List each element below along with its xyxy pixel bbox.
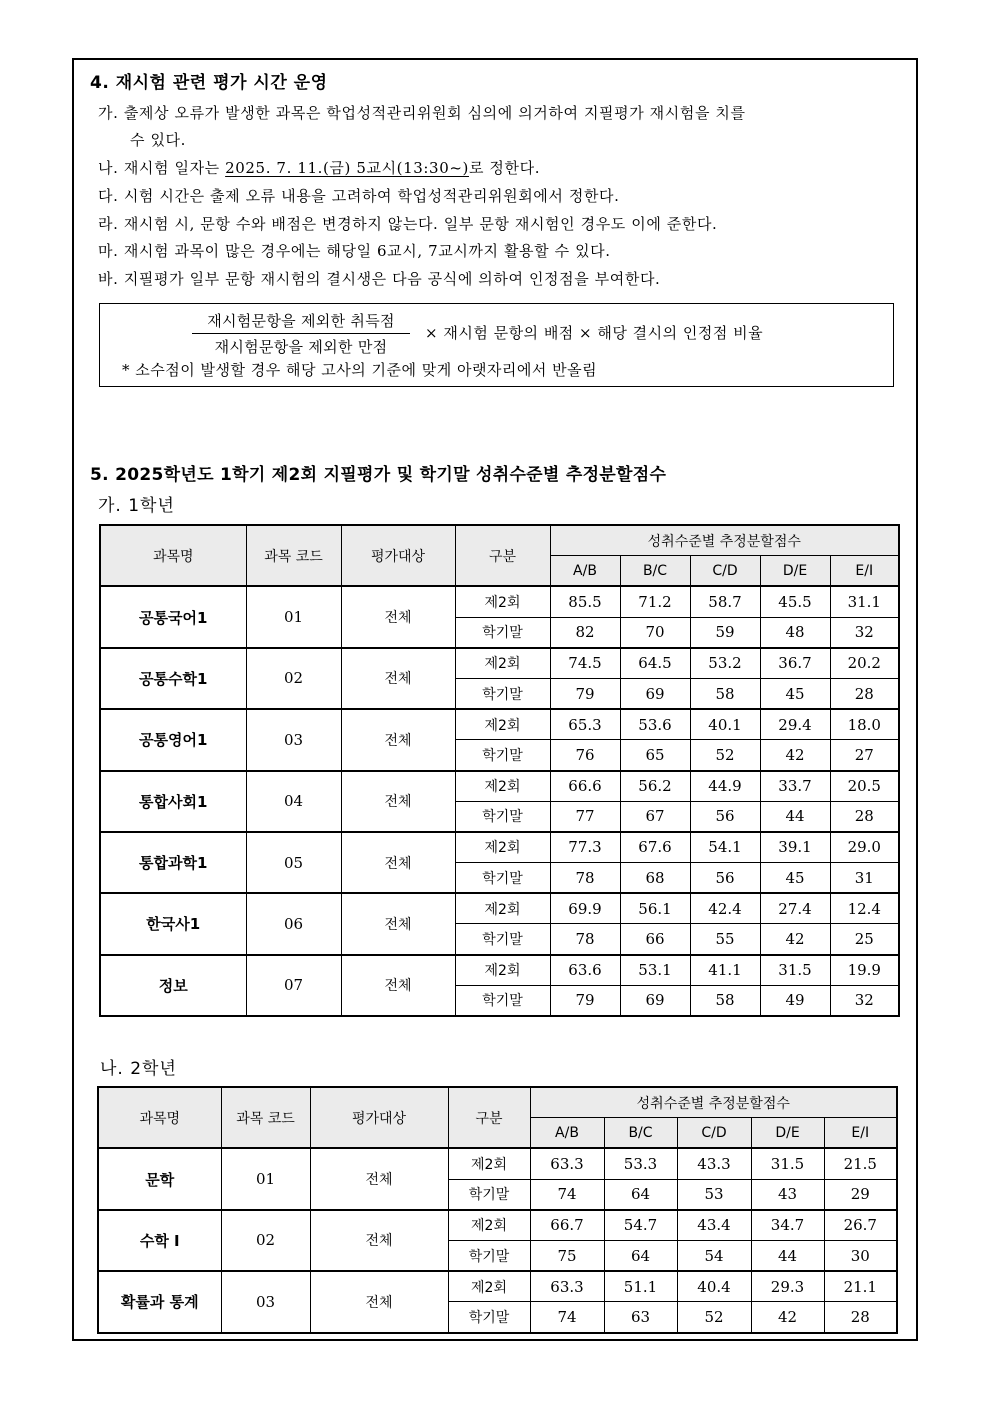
score-cell: 53.3 [604, 1148, 677, 1179]
score-cell: 20.5 [830, 771, 899, 802]
score-cell: 53.1 [620, 955, 690, 986]
score-cell: 31.5 [760, 955, 830, 986]
score-cell: 52 [677, 1302, 751, 1333]
section-4-title: 4. 재시험 관련 평가 시간 운영 [90, 73, 328, 93]
score-cell: 42 [760, 924, 830, 955]
kind-cell: 학기말 [455, 863, 550, 894]
kind-cell: 제2회 [455, 832, 550, 863]
exam-date: 2025. 7. 11.(금) 5교시(13:30~) [225, 159, 469, 177]
target-cell: 전체 [310, 1210, 448, 1271]
score-cell: 58 [690, 985, 760, 1016]
score-cell: 12.4 [830, 893, 899, 924]
kind-cell: 제2회 [448, 1148, 530, 1179]
score-cell: 54 [677, 1240, 751, 1271]
score-cell: 67 [620, 801, 690, 832]
score-cell: 69 [620, 678, 690, 709]
score-cell: 20.2 [830, 648, 899, 679]
score-cell: 77.3 [550, 832, 620, 863]
table-row [98, 1148, 897, 1179]
table-row [100, 586, 899, 617]
item-text: 재시험 과목이 많은 경우에는 해당일 6교시, 7교시까지 활용할 수 있다. [123, 242, 611, 260]
header-subject: 과목명 [98, 1087, 221, 1148]
header-code: 과목 코드 [221, 1087, 310, 1148]
score-cell: 75 [530, 1240, 604, 1271]
grade1-title: 가. 1학년 [98, 496, 175, 516]
header-level: A/B [530, 1118, 604, 1149]
score-cell: 53 [677, 1179, 751, 1210]
formula-note: * 소수점이 발생할 경우 해당 고사의 기준에 맞게 아랫자리에서 반올림 [122, 361, 598, 379]
table-row [100, 648, 899, 679]
header-kind: 구분 [448, 1087, 530, 1148]
score-cell: 45.5 [760, 586, 830, 617]
score-cell: 44.9 [690, 771, 760, 802]
score-cell: 66.6 [550, 771, 620, 802]
header-level: E/I [824, 1118, 897, 1149]
score-cell: 19.9 [830, 955, 899, 986]
header-code: 과목 코드 [246, 525, 341, 586]
score-cell: 34.7 [751, 1210, 824, 1241]
header-level: B/C [620, 556, 690, 587]
score-cell: 18.0 [830, 709, 899, 740]
header-group: 성취수준별 추정분할점수 [550, 525, 899, 556]
formula-numerator: 재시험문항을 제외한 취득점 [192, 310, 410, 334]
kind-cell: 학기말 [455, 924, 550, 955]
score-cell: 30 [824, 1240, 897, 1271]
score-cell: 68 [620, 863, 690, 894]
score-cell: 29.4 [760, 709, 830, 740]
score-cell: 39.1 [760, 832, 830, 863]
item-text: 출제상 오류가 발생한 과목은 학업성적관리위원회 심의에 의거하여 지필평가 재시험을 치를 [123, 104, 746, 122]
score-cell: 69.9 [550, 893, 620, 924]
kind-cell: 제2회 [448, 1210, 530, 1241]
score-cell: 77 [550, 801, 620, 832]
item-text: 지필평가 일부 문항 재시험의 결시생은 다음 공식에 의하여 인정점을 부여한다. [123, 270, 661, 288]
score-cell: 66.7 [530, 1210, 604, 1241]
score-cell: 40.4 [677, 1271, 751, 1302]
grade2-table [97, 1086, 898, 1334]
header-level: E/I [830, 556, 899, 587]
score-cell: 29.3 [751, 1271, 824, 1302]
score-cell: 27 [830, 740, 899, 771]
score-cell: 54.7 [604, 1210, 677, 1241]
item-label: 라. [98, 215, 119, 233]
item-ra [98, 211, 717, 238]
kind-cell: 학기말 [448, 1302, 530, 1333]
score-cell: 36.7 [760, 648, 830, 679]
score-cell: 70 [620, 617, 690, 648]
header-level: A/B [550, 556, 620, 587]
header-level: C/D [677, 1118, 751, 1149]
score-cell: 63.3 [530, 1148, 604, 1179]
score-cell: 56 [690, 801, 760, 832]
score-cell: 49 [760, 985, 830, 1016]
score-cell: 74 [530, 1302, 604, 1333]
score-cell: 65.3 [550, 709, 620, 740]
kind-cell: 제2회 [455, 771, 550, 802]
score-cell: 79 [550, 985, 620, 1016]
score-cell: 44 [751, 1240, 824, 1271]
code-cell: 03 [221, 1271, 310, 1332]
table-row [100, 832, 899, 863]
table-row [100, 955, 899, 986]
item-ga [98, 100, 746, 154]
subject-cell: 수학 I [98, 1210, 221, 1271]
score-cell: 54.1 [690, 832, 760, 863]
header-level: D/E [760, 556, 830, 587]
score-cell: 51.1 [604, 1271, 677, 1302]
header-kind: 구분 [455, 525, 550, 586]
table-row [100, 709, 899, 740]
grade2-title: 나. 2학년 [100, 1059, 177, 1079]
formula-denominator: 재시험문항을 제외한 만점 [214, 338, 388, 356]
target-cell: 전체 [310, 1148, 448, 1209]
score-cell: 55 [690, 924, 760, 955]
score-cell: 48 [760, 617, 830, 648]
item-na [98, 155, 540, 182]
score-cell: 52 [690, 740, 760, 771]
score-cell: 82 [550, 617, 620, 648]
table-row [98, 1271, 897, 1302]
score-cell: 78 [550, 863, 620, 894]
target-cell: 전체 [341, 832, 455, 893]
score-cell: 65 [620, 740, 690, 771]
header-group: 성취수준별 추정분할점수 [530, 1087, 897, 1118]
item-label: 나. [98, 159, 119, 177]
score-cell: 59 [690, 617, 760, 648]
item-ba [98, 266, 660, 293]
score-cell: 79 [550, 678, 620, 709]
score-cell: 28 [830, 801, 899, 832]
subject-cell: 한국사1 [100, 893, 246, 954]
score-cell: 31.1 [830, 586, 899, 617]
table-row [100, 771, 899, 802]
score-cell: 26.7 [824, 1210, 897, 1241]
subject-cell: 공통영어1 [100, 709, 246, 770]
score-cell: 21.1 [824, 1271, 897, 1302]
kind-cell: 학기말 [455, 678, 550, 709]
subject-cell: 통합과학1 [100, 832, 246, 893]
item-ma [98, 238, 611, 265]
score-cell: 53.2 [690, 648, 760, 679]
score-cell: 29.0 [830, 832, 899, 863]
table-row [100, 893, 899, 924]
header-level: D/E [751, 1118, 824, 1149]
score-cell: 42 [751, 1302, 824, 1333]
subject-cell: 통합사회1 [100, 771, 246, 832]
grade1-table [99, 524, 900, 1017]
target-cell: 전체 [341, 955, 455, 1016]
code-cell: 02 [246, 648, 341, 709]
item-text: 시험 시간은 출제 오류 내용을 고려하여 학업성적관리위원회에서 정한다. [123, 187, 620, 205]
subject-cell: 공통수학1 [100, 648, 246, 709]
score-cell: 29 [824, 1179, 897, 1210]
kind-cell: 제2회 [455, 586, 550, 617]
section-5-title: 5. 2025학년도 1학기 제2회 지필평가 및 학기말 성취수준별 추정분할점수 [90, 465, 667, 485]
item-text-cont: 수 있다. [130, 131, 187, 149]
formula-fraction [192, 310, 410, 357]
kind-cell: 학기말 [455, 801, 550, 832]
formula-multiplier: × 재시험 문항의 배점 × 해당 결시의 인정점 비율 [425, 324, 764, 342]
score-cell: 25 [830, 924, 899, 955]
item-text: 재시험 시, 문항 수와 배점은 변경하지 않는다. 일부 문항 재시험인 경우도 이에 준한다. [123, 215, 718, 233]
kind-cell: 제2회 [455, 709, 550, 740]
item-label: 마. [98, 242, 119, 260]
score-cell: 28 [830, 678, 899, 709]
score-cell: 74 [530, 1179, 604, 1210]
score-cell: 43 [751, 1179, 824, 1210]
score-cell: 64 [604, 1179, 677, 1210]
kind-cell: 학기말 [448, 1240, 530, 1271]
target-cell: 전체 [341, 893, 455, 954]
score-cell: 78 [550, 924, 620, 955]
item-label: 다. [98, 187, 119, 205]
score-cell: 58.7 [690, 586, 760, 617]
score-cell: 64.5 [620, 648, 690, 679]
target-cell: 전체 [341, 771, 455, 832]
score-cell: 45 [760, 678, 830, 709]
score-cell: 28 [824, 1302, 897, 1333]
target-cell: 전체 [341, 648, 455, 709]
score-cell: 76 [550, 740, 620, 771]
score-cell: 67.6 [620, 832, 690, 863]
header-level: B/C [604, 1118, 677, 1149]
score-cell: 56 [690, 863, 760, 894]
kind-cell: 학기말 [455, 985, 550, 1016]
item-da [98, 183, 620, 210]
score-cell: 71.2 [620, 586, 690, 617]
score-cell: 31.5 [751, 1148, 824, 1179]
score-cell: 53.6 [620, 709, 690, 740]
item-label: 바. [98, 270, 119, 288]
score-cell: 32 [830, 617, 899, 648]
target-cell: 전체 [310, 1271, 448, 1332]
score-cell: 42 [760, 740, 830, 771]
score-cell: 42.4 [690, 893, 760, 924]
code-cell: 06 [246, 893, 341, 954]
score-cell: 27.4 [760, 893, 830, 924]
score-cell: 41.1 [690, 955, 760, 986]
code-cell: 01 [246, 586, 341, 647]
target-cell: 전체 [341, 586, 455, 647]
kind-cell: 학기말 [455, 617, 550, 648]
score-cell: 63 [604, 1302, 677, 1333]
code-cell: 07 [246, 955, 341, 1016]
score-cell: 74.5 [550, 648, 620, 679]
score-cell: 69 [620, 985, 690, 1016]
code-cell: 02 [221, 1210, 310, 1271]
code-cell: 01 [221, 1148, 310, 1209]
kind-cell: 학기말 [455, 740, 550, 771]
score-cell: 66 [620, 924, 690, 955]
score-cell: 64 [604, 1240, 677, 1271]
score-cell: 43.4 [677, 1210, 751, 1241]
header-level: C/D [690, 556, 760, 587]
score-cell: 33.7 [760, 771, 830, 802]
score-cell: 85.5 [550, 586, 620, 617]
score-cell: 56.2 [620, 771, 690, 802]
score-cell: 21.5 [824, 1148, 897, 1179]
score-cell: 44 [760, 801, 830, 832]
header-target: 평가대상 [341, 525, 455, 586]
header-target: 평가대상 [310, 1087, 448, 1148]
header-subject: 과목명 [100, 525, 246, 586]
code-cell: 04 [246, 771, 341, 832]
score-cell: 43.3 [677, 1148, 751, 1179]
kind-cell: 학기말 [448, 1179, 530, 1210]
score-cell: 32 [830, 985, 899, 1016]
item-label: 가. [98, 104, 119, 122]
item-text: 재시험 일자는 [123, 159, 226, 177]
kind-cell: 제2회 [455, 893, 550, 924]
subject-cell: 공통국어1 [100, 586, 246, 647]
formula-box [99, 303, 894, 387]
code-cell: 05 [246, 832, 341, 893]
subject-cell: 정보 [100, 955, 246, 1016]
score-cell: 56.1 [620, 893, 690, 924]
score-cell: 40.1 [690, 709, 760, 740]
kind-cell: 제2회 [455, 648, 550, 679]
score-cell: 31 [830, 863, 899, 894]
target-cell: 전체 [341, 709, 455, 770]
subject-cell: 확률과 통계 [98, 1271, 221, 1332]
score-cell: 63.3 [530, 1271, 604, 1302]
code-cell: 03 [246, 709, 341, 770]
kind-cell: 제2회 [455, 955, 550, 986]
subject-cell: 문학 [98, 1148, 221, 1209]
item-text-end: 로 정한다. [468, 159, 541, 177]
score-cell: 58 [690, 678, 760, 709]
score-cell: 63.6 [550, 955, 620, 986]
kind-cell: 제2회 [448, 1271, 530, 1302]
score-cell: 45 [760, 863, 830, 894]
table-row [98, 1210, 897, 1241]
